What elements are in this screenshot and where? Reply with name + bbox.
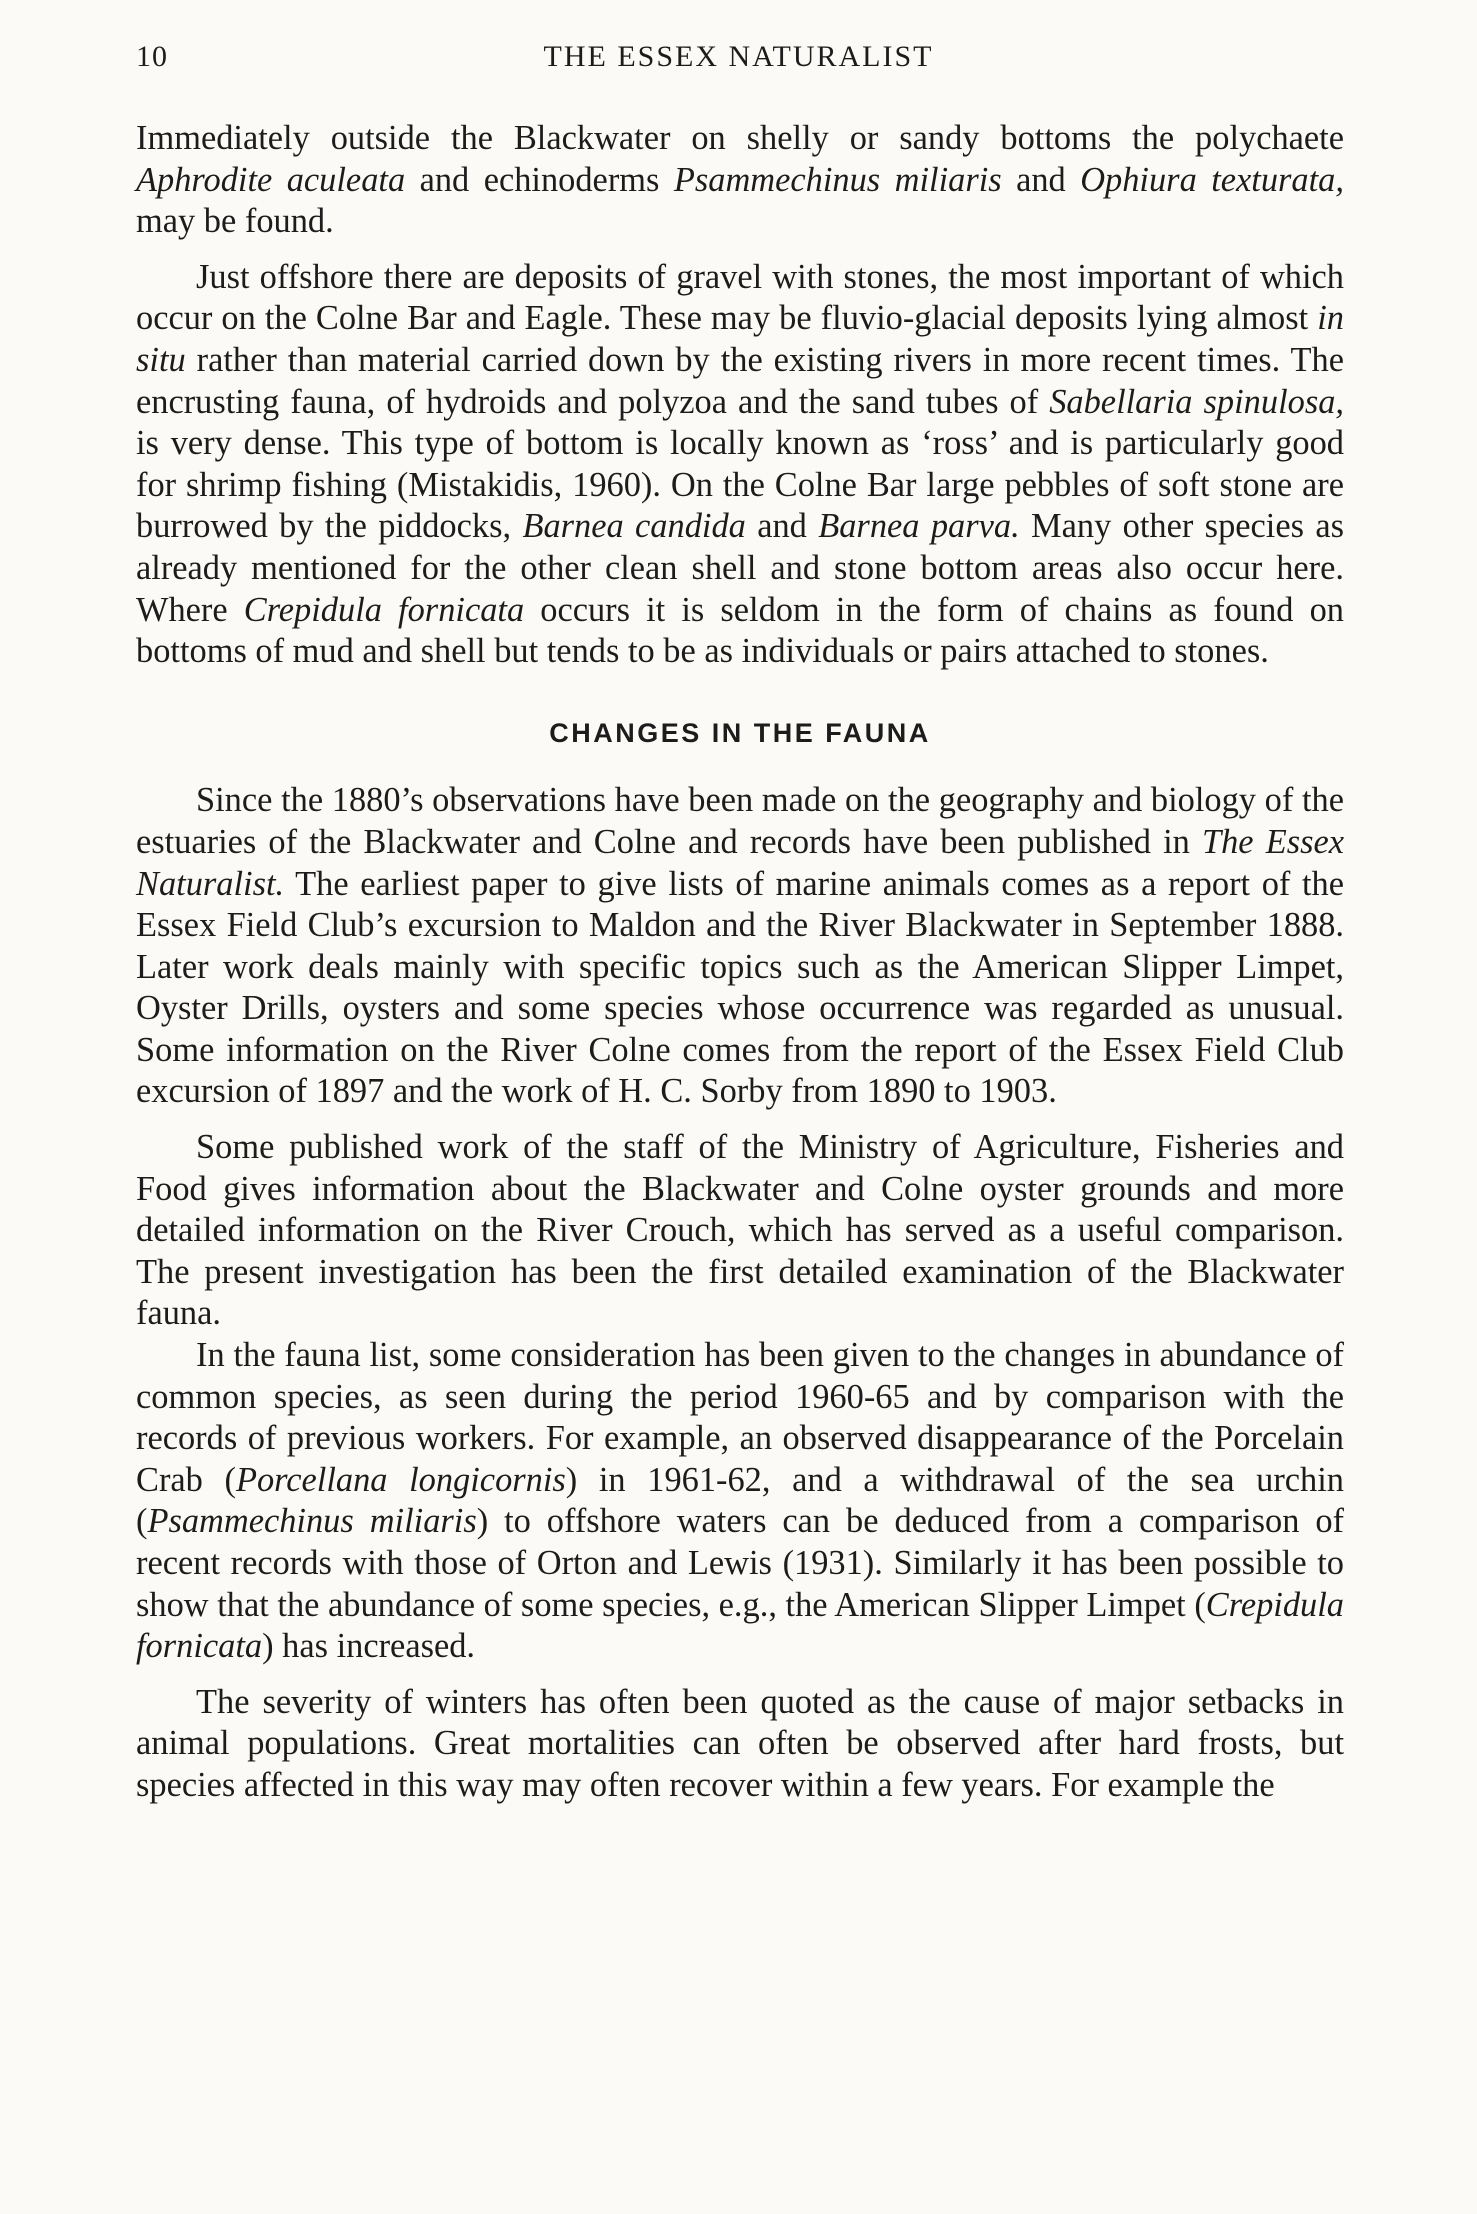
text-run: ) to offshore waters can be deduced from a comparison of recent records with those of Orton and Lewis (1931). Similarly it has been possible to show that the abundance of some species, e.g., the American Slipper Limpet (	[136, 1502, 1344, 1624]
text-run: Many other species as already mentioned for the other clean shell and stone bottom areas also occur here. Where	[136, 507, 1345, 629]
text-run: In the fauna list, some consideration has been given to the changes in abundance of common species, as seen during the period 1960-65 and by comparison with the records of previous workers. For example, an observed disappearance of the Porcelain Crab (	[136, 1336, 1344, 1499]
species-name: Crepidula fornicata	[243, 590, 525, 629]
latin-phrase: in situ	[136, 299, 1344, 379]
running-head	[136, 40, 1341, 84]
species-name: Ophiura texturata,	[1080, 160, 1344, 199]
species-name: Psammechinus miliaris	[673, 160, 1002, 199]
text-run: The earliest paper to give lists of marine animals comes as a report of the Essex Field Club’s excursion to Maldon and the River Blackwater in September 1888. Later work deals mainly with specific topics such as the American Slipper Limpet, Oyster Drills, oysters and some species whose occurrence was regarded as unusual. Some information on the River Colne comes from the report of the Essex Field Club excursion of 1897 and the work of H. C. Sorby from 1890 to 1903.	[136, 864, 1344, 1111]
text-run: and echinoderms	[405, 160, 674, 199]
text-run: Immediately outside the Blackwater on shelly or sandy bottoms the polychaete	[136, 119, 1344, 157]
text-run: Some published work of the staff of the Ministry of Agriculture, Fisheries and Food gives information about the Blackwater and Colne oyster grounds and more detailed information on the River Crouch, which has served as a useful comparison. The present investigation has been the first detailed examination of the Blackwater fauna.	[136, 1128, 1344, 1333]
paragraph-4	[136, 1127, 1344, 1335]
species-name: Barnea candida	[522, 507, 746, 546]
page-number: 10	[136, 40, 168, 73]
text-run: occurs it is seldom in the form of chains as found on bottoms of mud and shell but tends to be as individuals or pairs attached to stones.	[136, 590, 1344, 671]
paragraph-6	[136, 1682, 1344, 1807]
section-heading: CHANGES IN THE FAUNA	[549, 717, 931, 748]
text-run: may be found.	[136, 202, 334, 241]
journal-title: THE ESSEX NATURALIST	[543, 40, 934, 73]
species-name: Porcellana longicornis	[235, 1460, 566, 1499]
paragraph-5	[136, 1335, 1344, 1668]
species-name: Sabellaria spinulosa,	[1049, 382, 1345, 421]
text-run: ) in 1961-62, and a withdrawal of the sea urchin (	[136, 1460, 1344, 1541]
paragraph-2	[136, 257, 1344, 673]
text-run: Since the 1880’s observations have been made on the geography and biology of the estuaries of the Blackwater and Colne and records have been published in	[136, 781, 1344, 861]
species-name: Aphrodite aculeata	[136, 160, 406, 199]
text-run: is very dense. This type of bottom is locally known as ‘ross’ and is particularly good for shrimp fishing (Mistakidis, 1960). On the Colne Bar large pebbles of soft stone are burrowed by the piddocks,	[136, 424, 1344, 546]
text-run: Just offshore there are deposits of gravel with stones, the most important of which occur on the Colne Bar and Eagle. These may be fluvio-glacial deposits lying almost	[136, 257, 1344, 338]
text-run: rather than material carried down by the existing rivers in more recent times. The encrusting fauna, of hydroids and polyzoa and the sand tubes of	[136, 340, 1344, 421]
text-run: The severity of winters has often been quoted as the cause of major setbacks in animal populations. Great mortalities can often be observed after hard frosts, but species affected in this way may often recover within a few years. For example the	[136, 1682, 1344, 1804]
text-run: ) has increased.	[262, 1627, 476, 1666]
species-name: Crepidula fornicata	[136, 1585, 1344, 1666]
body-text	[136, 118, 1344, 1807]
paragraph-1	[136, 118, 1344, 243]
species-name: Barnea parva.	[818, 507, 1020, 546]
text-run: and	[1001, 160, 1081, 199]
paragraph-3	[136, 780, 1344, 1113]
text-run: and	[745, 507, 819, 546]
journal-name: The Essex Naturalist.	[136, 822, 1344, 903]
species-name: Psammechinus miliaris	[147, 1502, 477, 1541]
